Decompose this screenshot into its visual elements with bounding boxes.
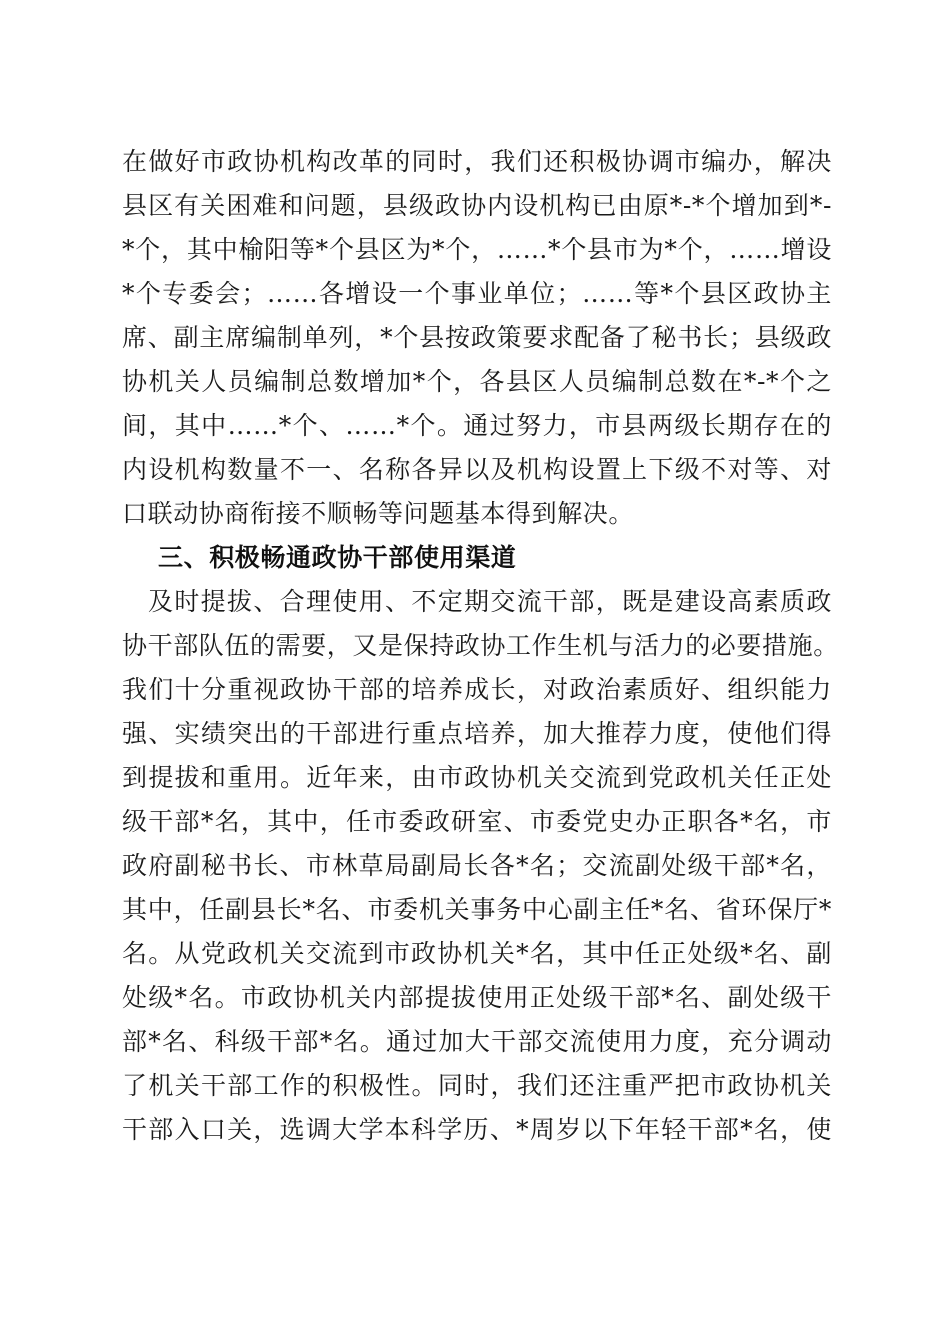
text-line: 口联动协商衔接不顺畅等问题基本得到解决。 <box>122 499 635 528</box>
paragraph-institutional-reform <box>122 140 832 536</box>
section-heading: 三、积极畅通政协干部使用渠道 <box>158 543 517 572</box>
text-line: 了机关干部工作的积极性。同时，我们还注重严把市政协机关 <box>122 1071 832 1100</box>
text-line: 我们十分重视政协干部的培养成长，对政治素质好、组织能力 <box>122 675 832 704</box>
text-line: 强、实绩突出的干部进行重点培养，加大推荐力度，使他们得 <box>122 719 832 748</box>
text-line: 处级*名。市政协机关内部提拔使用正处级干部*名、副处级干 <box>122 983 832 1012</box>
text-line: 间，其中……*个、……*个。通过努力，市县两级长期存在的 <box>122 411 832 440</box>
text-line: 到提拔和重用。近年来，由市政协机关交流到党政机关任正处 <box>122 763 832 792</box>
text-line: 干部入口关，选调大学本科学历、*周岁以下年轻干部*名，使 <box>122 1115 832 1144</box>
text-line: 协干部队伍的需要，又是保持政协工作生机与活力的必要措施。 <box>122 631 839 660</box>
paragraph-cadre-channels <box>122 580 839 1152</box>
document-body <box>122 140 839 1152</box>
text-line: 及时提拔、合理使用、不定期交流干部，既是建设高素质政 <box>148 587 832 616</box>
text-line: 在做好市政协机构改革的同时，我们还积极协调市编办，解决 <box>122 147 832 176</box>
text-line: 政府副秘书长、市林草局副局长各*名；交流副处级干部*名， <box>122 851 832 880</box>
text-line: 协机关人员编制总数增加*个，各县区人员编制总数在*-*个之 <box>122 367 832 396</box>
text-line: 内设机构数量不一、名称各异以及机构设置上下级不对等、对 <box>122 455 832 484</box>
text-line: *个专委会；……各增设一个事业单位；……等*个县区政协主 <box>122 279 832 308</box>
text-line: 部*名、科级干部*名。通过加大干部交流使用力度，充分调动 <box>122 1027 832 1056</box>
text-line: 其中，任副县长*名、市委机关事务中心副主任*名、省环保厅* <box>122 895 832 924</box>
text-line: *个，其中榆阳等*个县区为*个，……*个县市为*个，……增设 <box>122 235 832 264</box>
text-line: 名。从党政机关交流到市政协机关*名，其中任正处级*名、副 <box>122 939 832 968</box>
text-line: 席、副主席编制单列，*个县按政策要求配备了秘书长；县级政 <box>122 323 832 352</box>
text-line: 县区有关困难和问题，县级政协内设机构已由原*-*个增加到*- <box>122 191 832 220</box>
text-line: 级干部*名，其中，任市委政研室、市委党史办正职各*名，市 <box>122 807 832 836</box>
